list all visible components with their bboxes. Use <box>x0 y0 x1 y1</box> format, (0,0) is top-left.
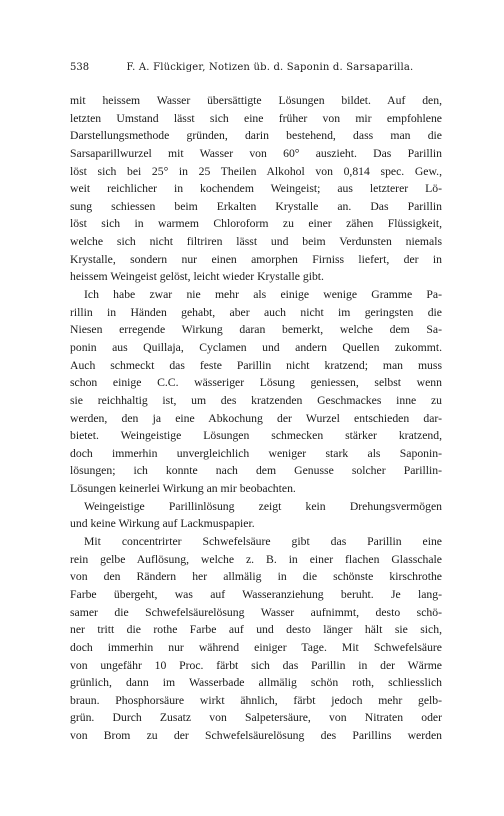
text-line: sie reichhaltig ist, um des kratzenden Geschmackes inne zu <box>70 393 442 407</box>
text-line: braun. Phosphorsäure wirkt ähnlich, färbt jedoch mehr gelb- <box>70 693 442 707</box>
text-line: Krystalle, sondern nur einen amorphen Firniss liefert, der in <box>70 252 442 266</box>
text-line: löst sich in warmem Chloroform zu einer zähen Flüssigkeit, <box>70 217 442 231</box>
running-title: F. A. Flückiger, Notizen üb. d. Saponin d. Sarsaparilla. <box>126 62 414 73</box>
text-line: schon einige C.C. wässeriger Lösung geniessen, selbst wenn <box>70 376 442 390</box>
text-line: Darstellungsmethode gründen, darin bestehend, dass man die <box>70 129 442 143</box>
text-line: letzten Umstand lässt sich eine früher von mir empfohlene <box>70 111 442 125</box>
text-line: Weingeistige Parillinlösung zeigt kein Drehungsvermögen <box>84 499 442 513</box>
body-text <box>70 92 442 745</box>
text-line: und keine Wirkung auf Lackmuspapier. <box>70 517 255 531</box>
text-line: rillin in Händen gehabt, aber auch nicht im geringsten die <box>70 305 442 319</box>
text-line: grün. Durch Zusatz von Salpetersäure, von Nitraten oder <box>70 711 442 725</box>
text-line: rein gelbe Auflösung, welche z. B. in einer flachen Glasschale <box>70 552 442 566</box>
text-line: von ungefähr 10 Proc. färbt sich das Parillin in der Wärme <box>70 658 442 672</box>
text-line: bietet. Weingeistige Lösungen schmecken stärker kratzend, <box>70 429 442 443</box>
text-line: Auch schmeckt das feste Parillin nicht kratzend; man muss <box>70 358 442 372</box>
text-line: lösungen; ich konnte nach dem Genusse solcher Parillin- <box>70 464 442 478</box>
text-line: Lösungen keinerlei Wirkung an mir beobachten. <box>70 482 296 496</box>
text-line: grünlich, dann im Wasserbade allmälig schön roth, schliesslich <box>70 676 442 690</box>
text-line: weit reichlicher in kochendem Weingeist; aus letzterer Lö- <box>70 182 442 196</box>
text-line: welche sich nicht filtriren lässt und beim Verdunsten niemals <box>70 235 442 249</box>
text-line: Farbe übergeht, was auf Wasseranziehung beruht. Je lang- <box>70 587 442 601</box>
text-line: doch immerhin unvergleichlich weniger stark als Saponin- <box>70 446 442 460</box>
text-line: doch immerhin nur während einiger Tage. Mit Schwefelsäure <box>70 640 442 654</box>
text-line: samer die Schwefelsäurelösung Wasser aufnimmt, desto schö- <box>70 605 442 619</box>
text-line: Mit concentrirter Schwefelsäure gibt das Parillin eine <box>84 535 442 549</box>
text-line: ner tritt die rothe Farbe auf und desto länger hält sie sich, <box>70 623 442 637</box>
text-line: mit heissem Wasser übersättigte Lösungen bildet. Auf den, <box>70 94 442 107</box>
page-number: 538 <box>70 62 90 73</box>
text-line: Niesen erregende Wirkung daran bemerkt, welche dem Sa- <box>70 323 442 337</box>
running-head <box>70 62 442 78</box>
text-line: ponin aus Quillaja, Cyclamen und andern Quellen zukommt. <box>70 340 442 354</box>
text-line: sung schiessen beim Erkalten Krystalle an. Das Parillin <box>70 199 442 213</box>
text-line: werden, den ja eine Abkochung der Wurzel entschieden dar- <box>70 411 442 425</box>
text-line: von den Rändern her allmälig in die schönste kirschrothe <box>70 570 442 584</box>
text-line: Ich habe zwar nie mehr als einige wenige Gramme Pa- <box>84 288 442 302</box>
text-line: heissem Weingeist gelöst, leicht wieder Krystalle gibt. <box>70 270 324 284</box>
text-line: von Brom zu der Schwefelsäurelösung des Parillins werden <box>70 729 442 743</box>
text-line: löst sich bei 25° in 25 Theilen Alkohol von 0,814 spec. Gew., <box>70 164 442 178</box>
text-line: Sarsaparillwurzel mit Wasser von 60° auszieht. Das Parillin <box>70 146 442 160</box>
